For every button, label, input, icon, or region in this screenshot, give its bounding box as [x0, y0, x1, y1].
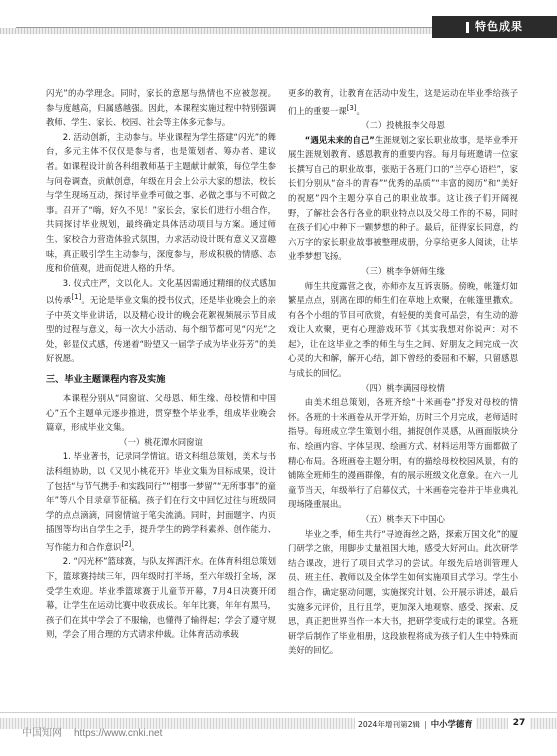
reference-mark: [3] — [346, 103, 357, 112]
paragraph-text: 3. 仪式庄严，文以化人。文化基因需通过精细的仪式感加以传承 — [46, 277, 276, 306]
paragraph — [46, 276, 276, 366]
paragraph: 师生共度露营之夜，亦师亦友互诉衷肠。傍晚，帐篷灯如繁星点点，别离在即的师生们在草地上欢聚，在帐篷里撒欢。有各个小组的节目可欣赏，有轻便的美食可品尝，有生动的游戏让人欢聚，更有心理游戏环节《其实我想对你说声：对不起》，让在这毕业之季的师生与生之间、好朋友之间完成一次心灵的大和解，解开心结，卸下曾经的委屈和不解，只留感恩与成长的回忆。 — [288, 280, 518, 379]
paragraph: 2. “闪光杯”篮球赛，与队友挥洒汗水。在体育科组总策划下，篮球赛持续三年，四年级时打半场，至六年级打全场，深受学生欢迎。毕业季篮球赛于儿童节开幕，7月4日决赛开闭幕，让学生在运动比赛中收获成长。年年比赛，年年有黑马，孩子们在其中学会了不服输，也懂得了输得起；学会了遵守规则，学会了用合理的方式请求仲裁。让体育活动承载 — [46, 556, 276, 640]
paragraph-text: 。无论是毕业文集的授书仪式，还是毕业晚会上的亲子中英文毕业讲话，以及精心设计的晚会花絮视频展示节目成型的过程与意义，每一次大小活动、每个细节都可见“闪光”之处，彰显仪式感，传递着“盼望又一届学子成为毕业芬芳”的美好祝愿。 — [46, 295, 277, 364]
subsection-heading: （四）桃李满园母校情 — [361, 382, 445, 393]
section-badge — [432, 16, 557, 38]
section-label: 特色成果 — [475, 20, 523, 33]
footer-separator-icon: | — [424, 720, 427, 729]
footer-rule — [0, 712, 557, 713]
section-heading: 三、毕业主题课程内容及实施 — [46, 374, 166, 386]
paragraph: 本课程分别从“同窗谊、父母恩、师生缘、母校情和中国心”五个主题单元逐步推进，贯穿整个毕业季，组成毕业晚会篇章，形成毕业文集。 — [46, 393, 276, 433]
paragraph-text: 。 — [131, 541, 140, 552]
subsection-heading: （三）桃李争妍师生缘 — [361, 265, 445, 276]
paragraph-text: 更多的教育，让教育在活动中发生，这是运动在毕业季给孩子们上的重要一课 — [288, 88, 518, 116]
left-column — [46, 86, 276, 642]
paragraph — [288, 86, 518, 118]
footer-journal-info — [355, 717, 476, 731]
subsection-heading: （一）桃花潭水同窗谊 — [119, 436, 203, 447]
paragraph: 2. 活动创新，主动参与。毕业课程为学生搭建“闪光”的舞台，多元主体不仅仅是参与者，也是策划者、筹办者、建议者。如课程设计前各科组教师基于主题献计献策，每位学生参与问卷调查，贡献创意，年级在月会上公示大家的想法，校长与学生现场互动，探讨毕业季可做之事、必做之事与不可做之事。召开了“嗨，好久不见！”家长会，家长们进行小组合作，共同探讨毕业规划，最终确定具体活动项目与方案。通过师生、家校合力营造体验式氛围，力求活动设计既有意义又富趣味，真正吸引学生主动参与，深度参与，形成积极的情感、态度和价值观，进而促进人格的升华。 — [46, 131, 276, 274]
issue-label: 2024年增刊第2辑 — [358, 720, 421, 729]
reference-mark: [2] — [121, 540, 132, 549]
watermark-site-name: 中国知网 — [22, 728, 62, 739]
paragraph — [288, 133, 518, 264]
watermark — [22, 724, 162, 739]
paragraph: 闪光”的办学理念。同时，家长的意愿与热情也不应被忽视。参与度越高，归属感越强。因此，本课程实施过程中特别强调教师、学生、家长、校园、社会等主体多元参与。 — [46, 88, 276, 128]
badge-bar-icon — [466, 22, 469, 33]
paragraph-text: 1. 毕业著书，记录同学情谊。语文科组总策划，美术与书法科组协助，以《又见小桃花开》毕业文集为目标成果，设计了包括“与节气携手·和实践同行”“栩事一梦留”“无所事事”的童年”等八个目录章节征稿。孩子们在行文中回忆过往与班级同学的点点滴滴，同窗情谊于笔尖流淌。同时，封面题字、内页插图等均出自学生之手，提升学生的跨学科素养、创作能力、写作能力和合作意识 — [46, 451, 276, 552]
reference-mark: [1] — [71, 293, 82, 302]
journal-brand: 中小学德育 — [430, 719, 473, 729]
page-number: 27 — [508, 716, 530, 731]
paragraph: 由美术组总策划，各班齐绘“十米画卷”抒发对母校的情怀。各班的十米画卷从开学开始，历时三个月完成，老师适时指导。每班成立学生策划小组，捕捉创作灵感，从画面版块分布、绘画内容、字体呈现、绘画方式、材料运用等方面都做了精心布局。各班画卷主题分明，有的描绘母校校园风景，有的铺陈全班师生的漫画群像，有的展示班级文化意象。在六一儿童节当天，年级举行了启幕仪式，十米画卷完卷并于毕业典礼现场隆重展出。 — [288, 397, 518, 510]
paragraph: 毕业之季，师生共行“寻迹海丝之路，探索万国文化”的厦门研学之旅，用脚步丈量祖国大地，感受大好河山。此次研学结合课改，进行了项目式学习的尝试。年级先后培训管理人员、班主任、教师以及全体学生如何实施项目式学习。学生小组合作，确定驱动问题，实施探究计划、公开展示讲述，最后实施多元评价，且行且学，更加深入地观察、感受、探索、反思，真正把世界当作一本大书，把研学变成行走的课堂。各班研学后制作了毕业相册，这段旅程将成为孩子们人生中特殊而美好的回忆。 — [288, 528, 518, 656]
subsection-heading: （五）桃李天下中国心 — [361, 514, 445, 525]
paragraph-text: 生涯规划之家长职业故事，是毕业季开展生涯规划教育、感恩教育的重要内容。每月每班邀请一位家长撰写自己的职业故事，张贴于各班门口的“兰亭心语栏”，家长们分别从“奋斗的青春”“优秀的品质”“丰富的阅历”和“美好的祝愿”四个主题分享自己的职业故事。这让孩子们开阔视野，了解社会各行各业的职业特点以及父母工作的不易，同时在孩子们心中种下一颗梦想的种子。最后，征得家长同意，约六万字的家长职业故事被整理成册，分享给更多人阅读，让毕业季梦想飞扬。 — [288, 134, 518, 262]
paragraph-text: 。 — [356, 105, 365, 116]
subsection-heading: （二）投桃报李父母恩 — [361, 119, 445, 130]
quoted-title: “遇见未来的自己” — [304, 134, 375, 145]
right-column — [288, 86, 518, 658]
paragraph — [46, 449, 276, 554]
watermark-url: https://www.cnki.net — [74, 728, 163, 739]
